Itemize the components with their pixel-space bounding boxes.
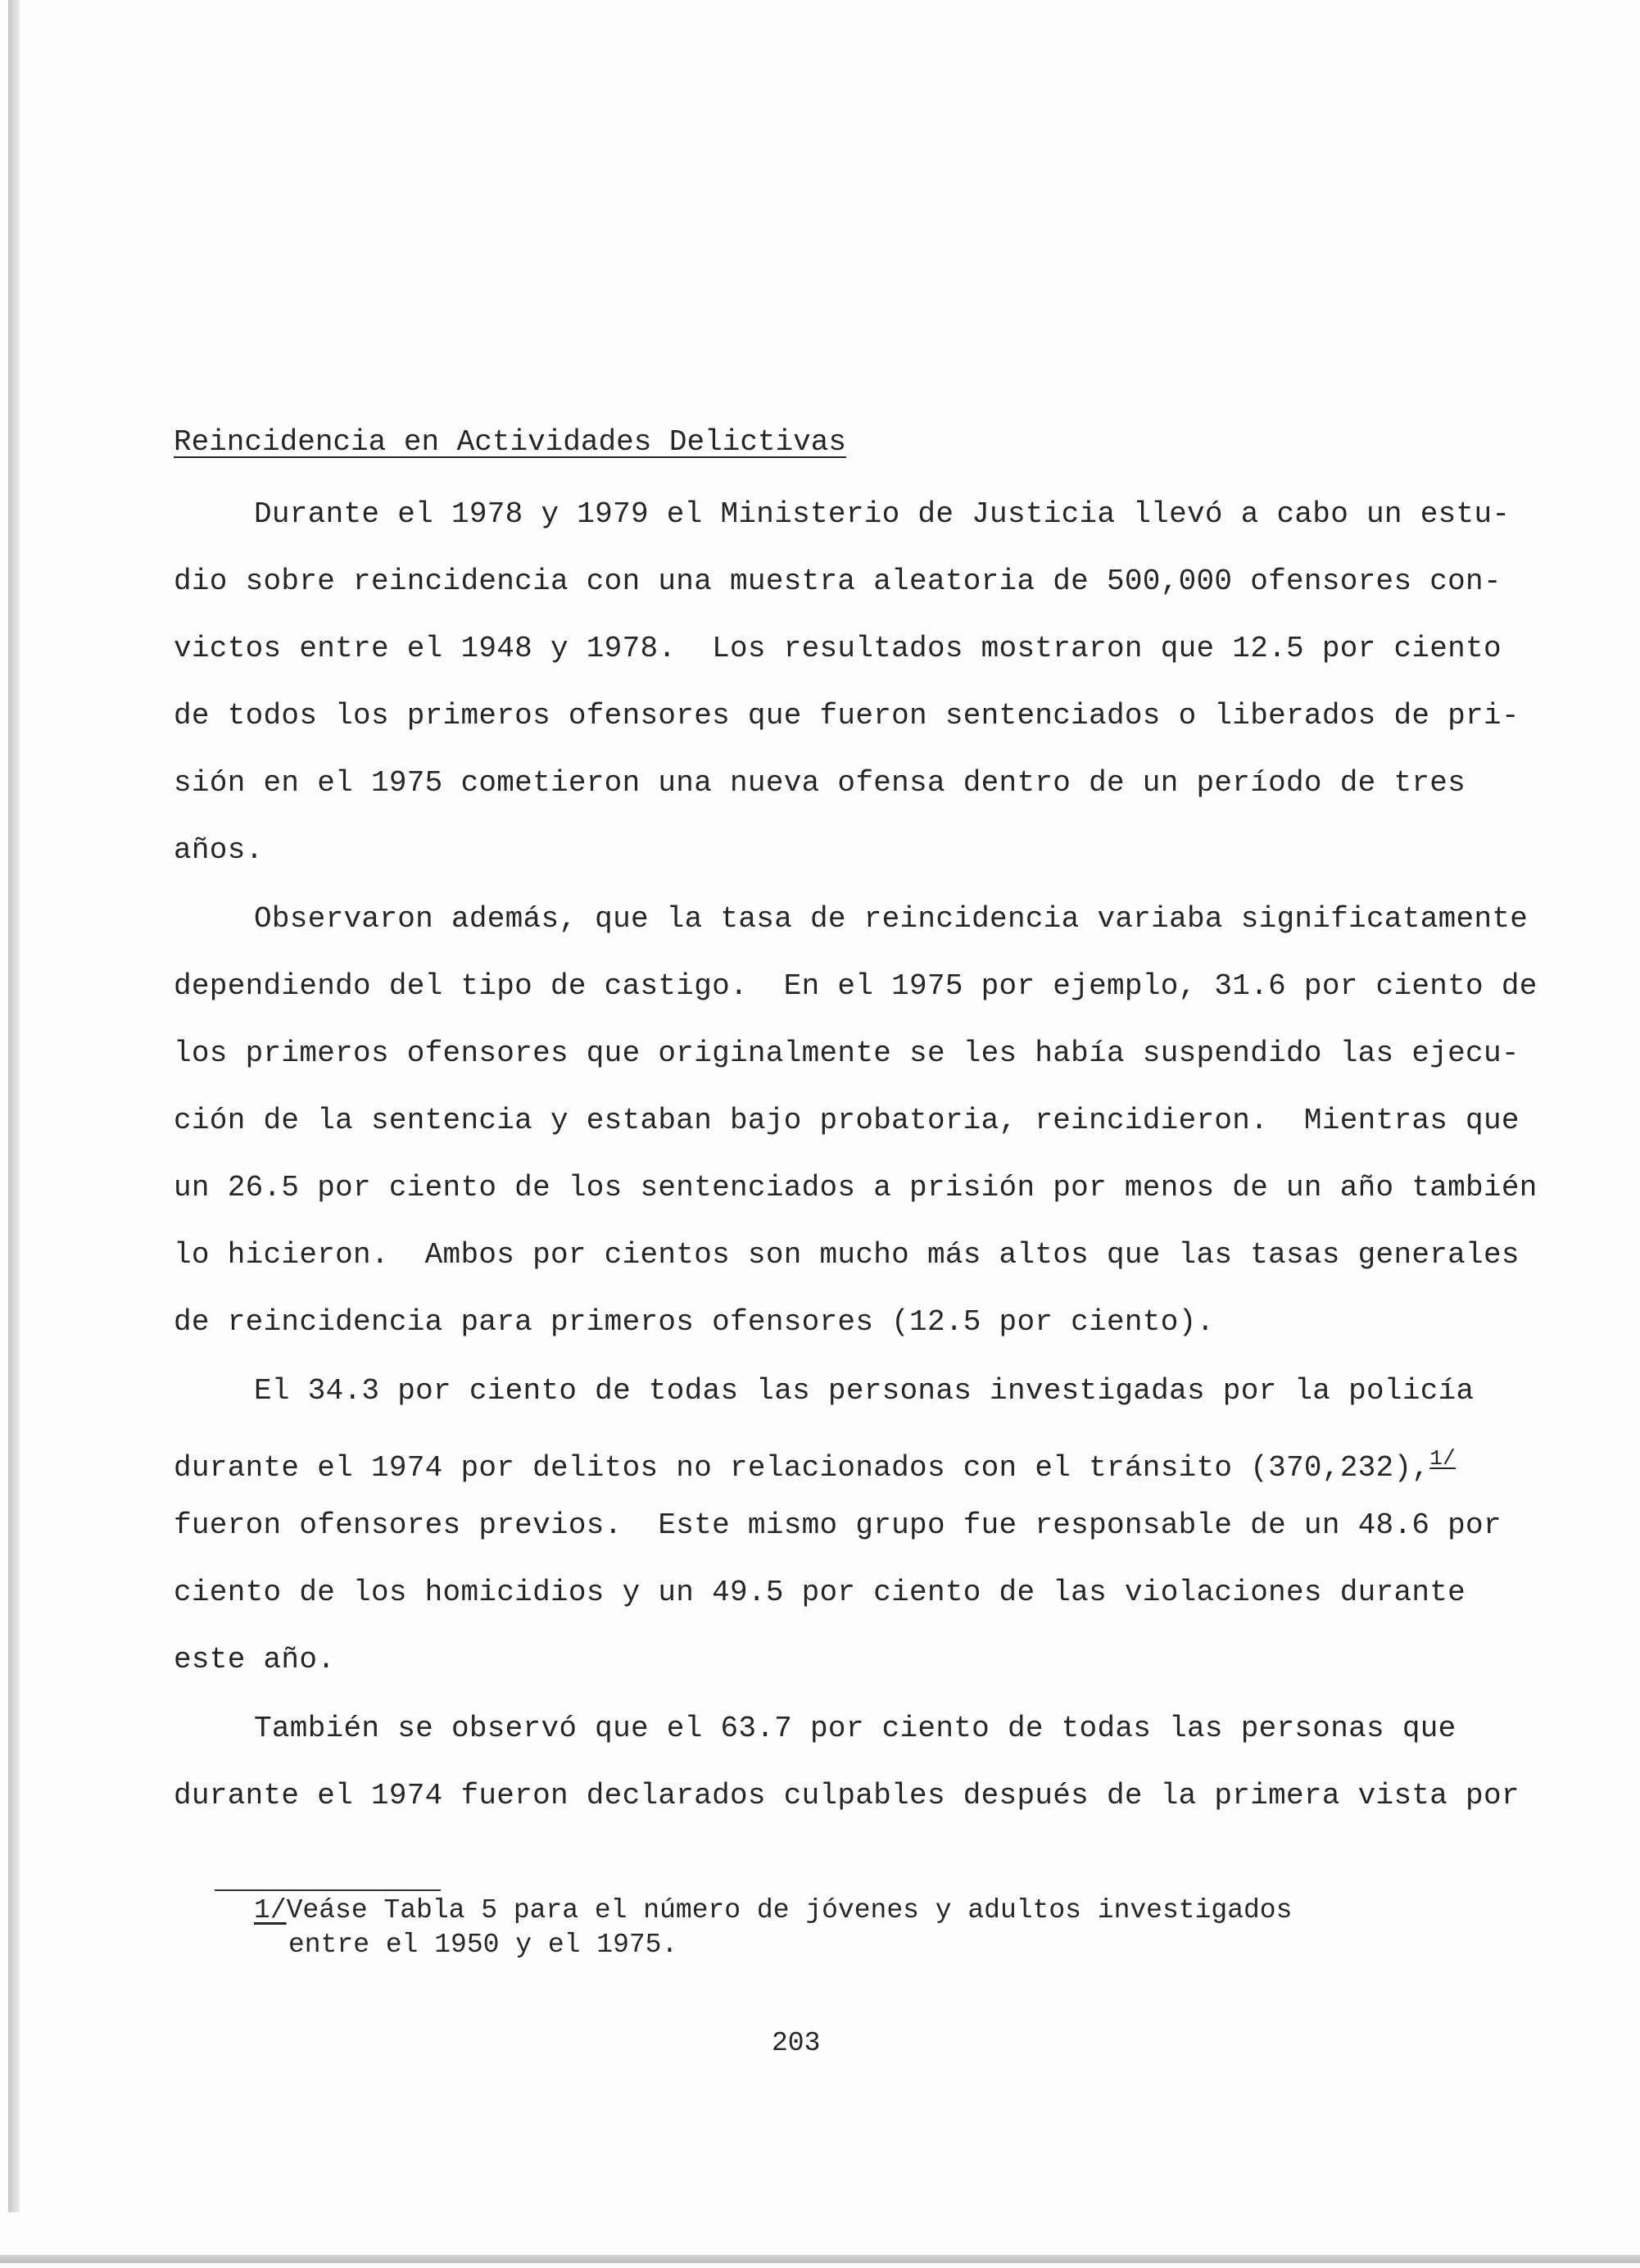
- paragraph-1-line-6: años.: [174, 833, 264, 867]
- paragraph-3-line-4: ciento de los homicidios y un 49.5 por ciento de las violaciones durante: [174, 1576, 1466, 1609]
- footnote-marker: 1/: [254, 1895, 287, 1926]
- paragraph-1-line-2: dio sobre reincidencia con una muestra aleatoria de 500,000 ofensores con-: [174, 565, 1502, 598]
- page-edge-shadow: [8, 0, 20, 2212]
- paragraph-1-line-3: victos entre el 1948 y 1978. Los resultados mostraron que 12.5 por ciento: [174, 632, 1502, 665]
- paragraph-3-line-1: El 34.3 por ciento de todas las personas investigadas por la policía: [254, 1374, 1475, 1408]
- footnote-line-2: entre el 1950 y el 1975.: [288, 1930, 678, 1960]
- paragraph-3-line-3: fueron ofensores previos. Este mismo grupo fue responsable de un 48.6 por: [174, 1508, 1502, 1542]
- page-bottom-edge: [0, 2255, 1640, 2263]
- paragraph-3-line-2: [174, 1440, 1456, 1486]
- paragraph-2-line-2: dependiendo del tipo de castigo. En el 1975 por ejemplo, 31.6 por ciento de: [174, 969, 1538, 1003]
- paragraph-2-line-4: ción de la sentencia y estaban bajo probatoria, reincidieron. Mientras que: [174, 1104, 1520, 1137]
- footnote-reference: 1/: [1429, 1446, 1457, 1471]
- paragraph-3-line-2-text: durante el 1974 por delitos no relacionados con el tránsito (370,232),: [174, 1451, 1430, 1485]
- paragraph-1-line-4: de todos los primeros ofensores que fueron sentenciados o liberados de pri-: [174, 699, 1520, 733]
- paragraph-4-line-2: durante el 1974 fueron declarados culpables después de la primera vista por: [174, 1779, 1520, 1812]
- paragraph-2-line-5: un 26.5 por ciento de los sentenciados a prisión por menos de un año también: [174, 1171, 1538, 1204]
- paragraph-1-line-5: sión en el 1975 cometieron una nueva ofensa dentro de un período de tres: [174, 766, 1466, 800]
- paragraph-2-line-7: de reincidencia para primeros ofensores (12.5 por ciento).: [174, 1305, 1215, 1339]
- paragraph-2-line-1: Observaron además, que la tasa de reincidencia variaba significatamente: [254, 902, 1529, 936]
- footnote-text-1: Veáse Tabla 5 para el número de jóvenes y adultos investigados: [286, 1895, 1293, 1926]
- paragraph-2-line-3: los primeros ofensores que originalmente se les había suspendido las ejecu-: [174, 1036, 1520, 1070]
- page-number: 203: [772, 2028, 821, 2058]
- footnote-line-1: [254, 1894, 1292, 1927]
- paragraph-3-line-5: este año.: [174, 1643, 336, 1676]
- paragraph-2-line-6: lo hicieron. Ambos por cientos son mucho más altos que las tasas generales: [174, 1238, 1520, 1272]
- paragraph-4-line-1: También se observó que el 63.7 por ciento de todas las personas que: [254, 1712, 1457, 1745]
- paragraph-1-line-1: Durante el 1978 y 1979 el Ministerio de Justicia llevó a cabo un estu-: [254, 497, 1511, 531]
- footnote-rule: [215, 1889, 441, 1891]
- section-heading: Reincidencia en Actividades Delictivas: [174, 425, 846, 459]
